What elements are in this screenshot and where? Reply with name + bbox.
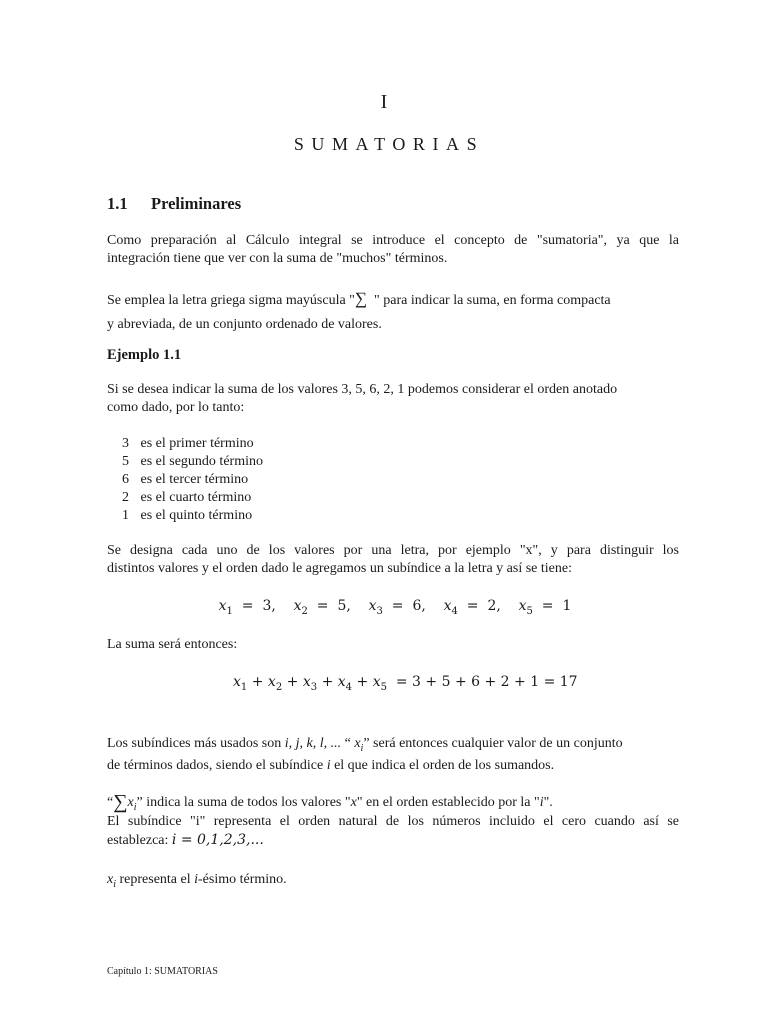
page-footer: Capítulo 1: SUMATORIAS (107, 966, 218, 977)
subscripts-paragraph (107, 733, 679, 777)
section-heading (107, 194, 241, 214)
text-line: Se designa cada uno de los valores por una letra, por ejemplo "x", y para distinguir los (107, 543, 679, 558)
list-item: 1 es el quinto término (122, 508, 253, 523)
chapter-title: SUMATORIAS (293, 134, 485, 154)
section-number: 1.1 (107, 194, 128, 213)
text-line: Como preparación al Cálculo integral se introduce el concepto de "sumatoria", ya que la (107, 233, 679, 248)
sigma-paragraph (107, 792, 679, 850)
text-line: y abreviada, de un conjunto ordenado de valores. (107, 317, 382, 332)
term-list (122, 435, 263, 525)
example-paragraph-2 (107, 542, 679, 578)
sum-equation: $x_1 + x_2 + x_3 + x_4 + x_5 = 3 + 5 + 6 + 2 + 1 = 17$ (233, 674, 578, 693)
text-line: Los subíndices más usados son i, j, k, l, ... “ $x_i$” será entonces cualquier valor de un conjunto (107, 736, 623, 754)
sigma-symbol: ∑ (113, 791, 128, 813)
list-item: 6 es el tercer término (122, 472, 249, 487)
text-line: Si se desea indicar la suma de los valores 3, 5, 6, 2, 1 podemos considerar el orden anotado (107, 382, 618, 397)
xi-definition: $x_i$ representa el i-ésimo término. (107, 872, 287, 890)
text-line: integración tiene que ver con la suma de "muchos" términos. (107, 251, 448, 266)
section-title: Preliminares (151, 194, 242, 213)
example-paragraph-1 (107, 381, 679, 417)
text-line: establezca: i = 0,1,2,3,... (107, 832, 264, 848)
list-item: 5 es el segundo término (122, 454, 263, 469)
list-item: 3 es el primer término (122, 436, 254, 451)
text-line: como dado, por lo tanto: (107, 400, 245, 415)
intro-paragraph-2 (107, 287, 679, 337)
assignment-equation: $x_1 = 3$, $x_2 = 5$, $x_3 = 6$, $x_4 = 2$, $x_5 = 1$ (218, 598, 572, 617)
sigma-symbol: ∑ (354, 289, 368, 308)
text-line: de términos dados, siendo el subíndice i el que indica el orden de los sumandos. (107, 758, 555, 773)
text-line: “$\sum x_i$” indica la suma de todos los valores "x" en el orden establecido por la "i". (107, 791, 553, 813)
intro-paragraph-1 (107, 232, 679, 268)
text-line: El subíndice "i" representa el orden natural de los números incluido el cero cuando así se (107, 814, 679, 829)
list-item: 2 es el cuarto término (122, 490, 252, 505)
chapter-number: I (380, 91, 388, 113)
text-line: Se emplea la letra griega sigma mayúscula "∑ " para indicar la suma, en forma compacta (107, 289, 611, 308)
sum-label: La suma será entonces: (107, 637, 238, 652)
example-heading: Ejemplo 1.1 (107, 347, 182, 363)
text-line: distintos valores y el orden dado le agregamos un subíndice a la letra y así se tiene: (107, 561, 572, 576)
